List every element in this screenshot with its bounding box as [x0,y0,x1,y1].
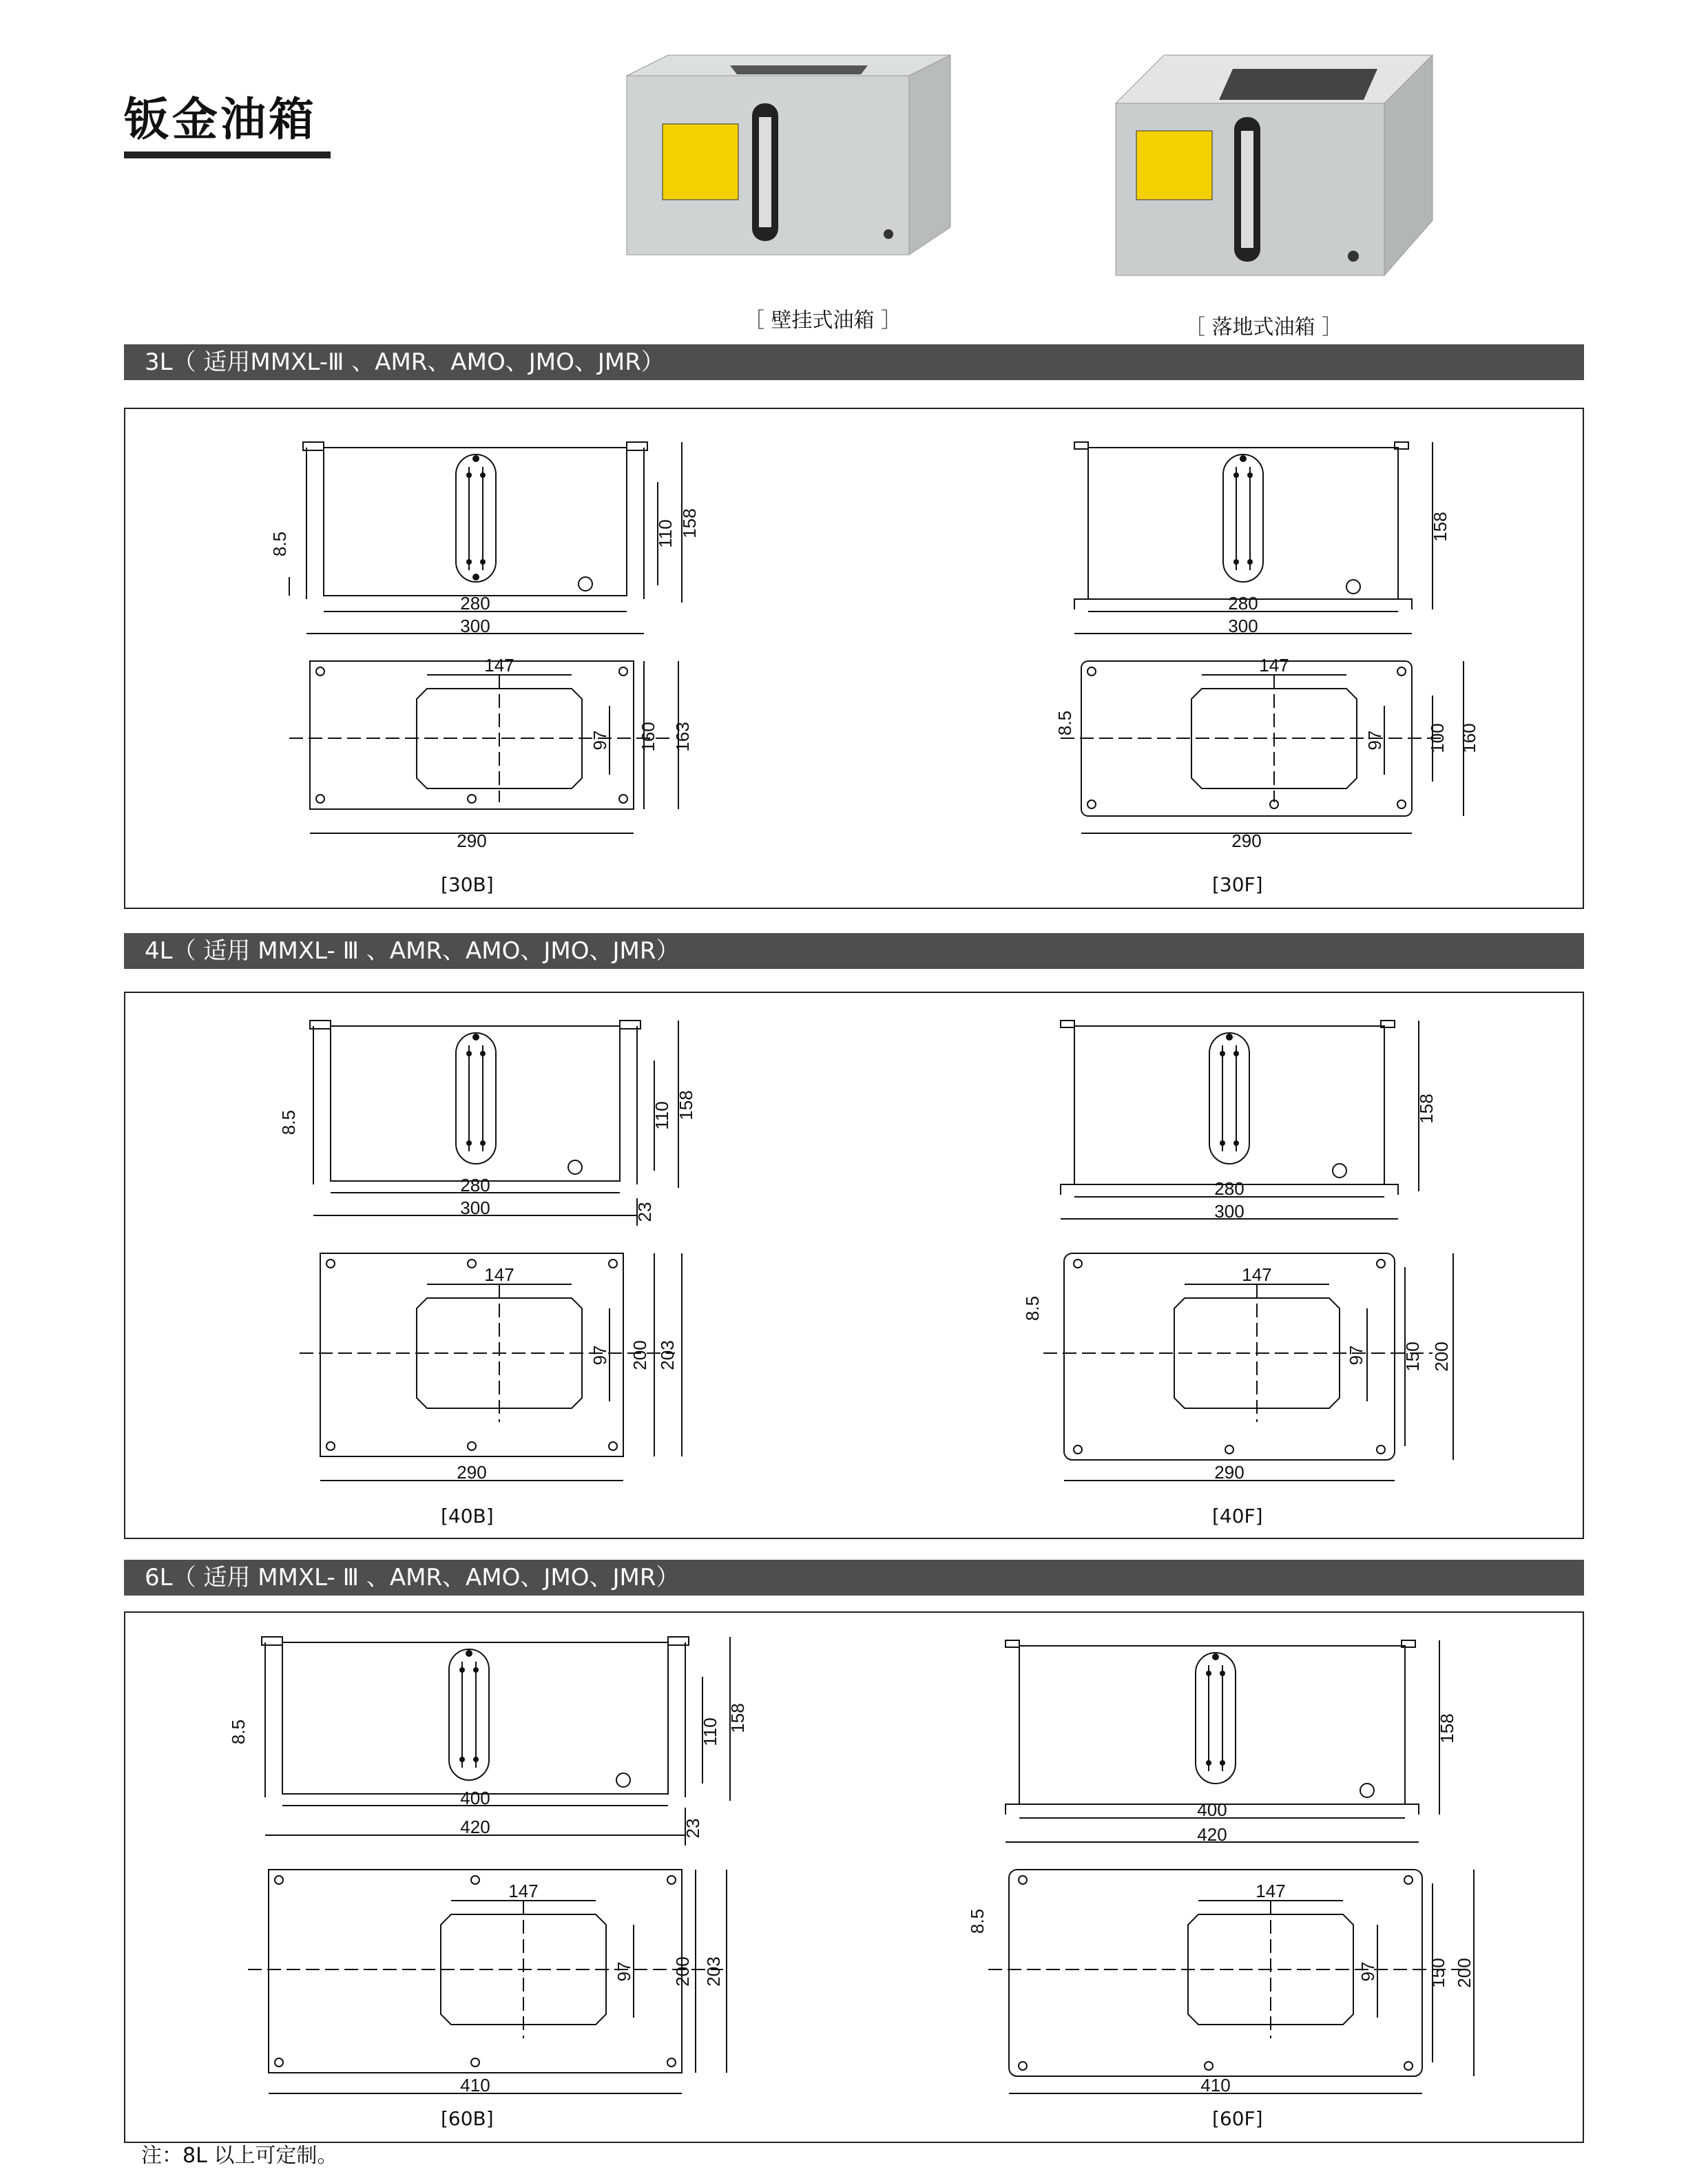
dim-40b-h-outer: 158 [676,1090,696,1120]
dim-30b-open-h: 97 [590,730,610,751]
dim-30b-small: 8.5 [269,531,290,557]
dim-30f-open-w: 147 [1259,655,1289,676]
drawing-60b-front [214,1625,764,1852]
dim-60f-small: 8.5 [967,1908,988,1934]
dim-40f-open-h: 97 [1346,1345,1366,1366]
dim-30b-w-outer: 300 [460,616,490,636]
dim-30f-w-inner: 280 [1228,593,1258,614]
model-label-30f: [30F] [1212,873,1263,896]
dim-60f-w: 410 [1200,2075,1231,2095]
wall-mounted-tank-photo [606,41,978,269]
footnote: 注：8L 以上可定制。 [141,2144,338,2168]
dim-40b-foot: 23 [634,1202,655,1222]
dim-40b-w: 290 [457,1462,487,1483]
dim-30b-h-outer: 158 [679,508,700,539]
drawing-60f-top [964,1856,1515,2104]
dim-40b-h2: 203 [657,1340,678,1370]
dim-60f-w-inner: 400 [1197,1799,1227,1820]
section-header-6l: 6L（ 适用 MMXL- Ⅲ 、AMR、AMO、JMO、JMR） [124,1560,1584,1596]
dim-60b-w-inner: 400 [460,1788,490,1808]
dim-60b-h2: 203 [703,1956,724,1987]
dim-40b-w-outer: 300 [460,1198,490,1218]
dim-60b-small: 8.5 [228,1719,249,1745]
dim-60b-h1: 200 [672,1956,693,1987]
floor-standing-tank-photo [1088,41,1460,282]
dim-30b-h2: 163 [672,722,693,752]
model-label-30b: [30B] [441,873,494,896]
dim-30f-small: 8.5 [1054,710,1075,736]
drawing-40b-front [262,1005,730,1233]
drawing-30f-top [1033,647,1501,854]
title-underline [124,151,331,158]
dim-40f-w: 290 [1214,1462,1244,1483]
drawing-60f-front [978,1625,1515,1852]
dim-30f-h2: 160 [1459,723,1479,753]
dim-30f-w-outer: 300 [1228,616,1258,636]
dim-30f-h-outer: 158 [1430,512,1450,542]
dim-60f-w-outer: 420 [1197,1824,1227,1845]
dim-40f-h1: 150 [1402,1341,1423,1372]
dim-40f-small: 8.5 [1022,1295,1043,1321]
dim-60b-open-h: 97 [614,1961,634,1982]
dim-40b-w-inner: 280 [460,1175,490,1195]
dim-60f-h-outer: 158 [1437,1713,1457,1744]
dim-60f-open-h: 97 [1357,1961,1378,1982]
dim-60b-w: 410 [460,2075,490,2095]
model-label-60f: [60F] [1212,2107,1263,2130]
drawing-40f-front [1033,1005,1488,1233]
dim-40b-open-h: 97 [590,1345,610,1366]
dim-40f-open-w: 147 [1242,1264,1272,1285]
model-label-40f: [40F] [1212,1505,1263,1527]
dim-30b-h1: 160 [638,722,658,752]
dim-30b-w-inner: 280 [460,593,490,614]
photo-caption-floor: ［ 落地式油箱 ］ [1185,315,1343,339]
drawing-60b-top [214,1856,764,2104]
drawing-30b-front [262,427,730,640]
drawing-40b-top [262,1240,730,1501]
dim-30f-h1: 100 [1427,723,1448,753]
dim-40b-h-inner: 110 [652,1101,672,1130]
dim-60b-open-w: 147 [508,1881,539,1901]
dim-40b-small: 8.5 [278,1109,299,1136]
dim-30b-open-w: 147 [484,655,514,676]
section-header-3l: 3L（ 适用MMXL-Ⅲ 、AMR、AMO、JMO、JMR） [124,344,1584,380]
dim-60b-h-inner: 110 [700,1717,720,1746]
dim-40f-w-outer: 300 [1214,1201,1244,1222]
dim-40b-h1: 200 [629,1340,650,1370]
dim-40f-h2: 200 [1431,1341,1452,1372]
model-label-40b: [40B] [441,1505,494,1527]
drawing-40f-top [1019,1240,1488,1501]
model-label-60b: [60B] [441,2107,494,2130]
dim-60b-w-outer: 420 [460,1817,490,1837]
section-header-4l: 4L（ 适用 MMXL- Ⅲ 、AMR、AMO、JMO、JMR） [124,933,1584,969]
dim-30f-w: 290 [1231,830,1262,851]
photo-caption-wall: ［ 壁挂式油箱 ］ [744,309,902,333]
dim-40f-w-inner: 280 [1214,1178,1244,1199]
page-title: 钣金油箱 [124,93,317,146]
dim-30b-w: 290 [457,830,487,851]
drawing-30b-top [262,647,730,854]
dim-60f-h1: 150 [1428,1958,1448,1988]
dim-60b-h-outer: 158 [727,1703,748,1733]
dim-60f-h2: 200 [1454,1958,1475,1988]
drawing-30f-front [1047,427,1501,640]
dim-60f-open-w: 147 [1256,1881,1286,1901]
dim-30f-open-h: 97 [1364,730,1385,751]
dim-60b-foot: 23 [683,1818,703,1839]
dim-40b-open-w: 147 [484,1264,514,1285]
dim-30b-h-inner: 110 [655,519,676,548]
dim-40f-h-outer: 158 [1416,1094,1437,1124]
